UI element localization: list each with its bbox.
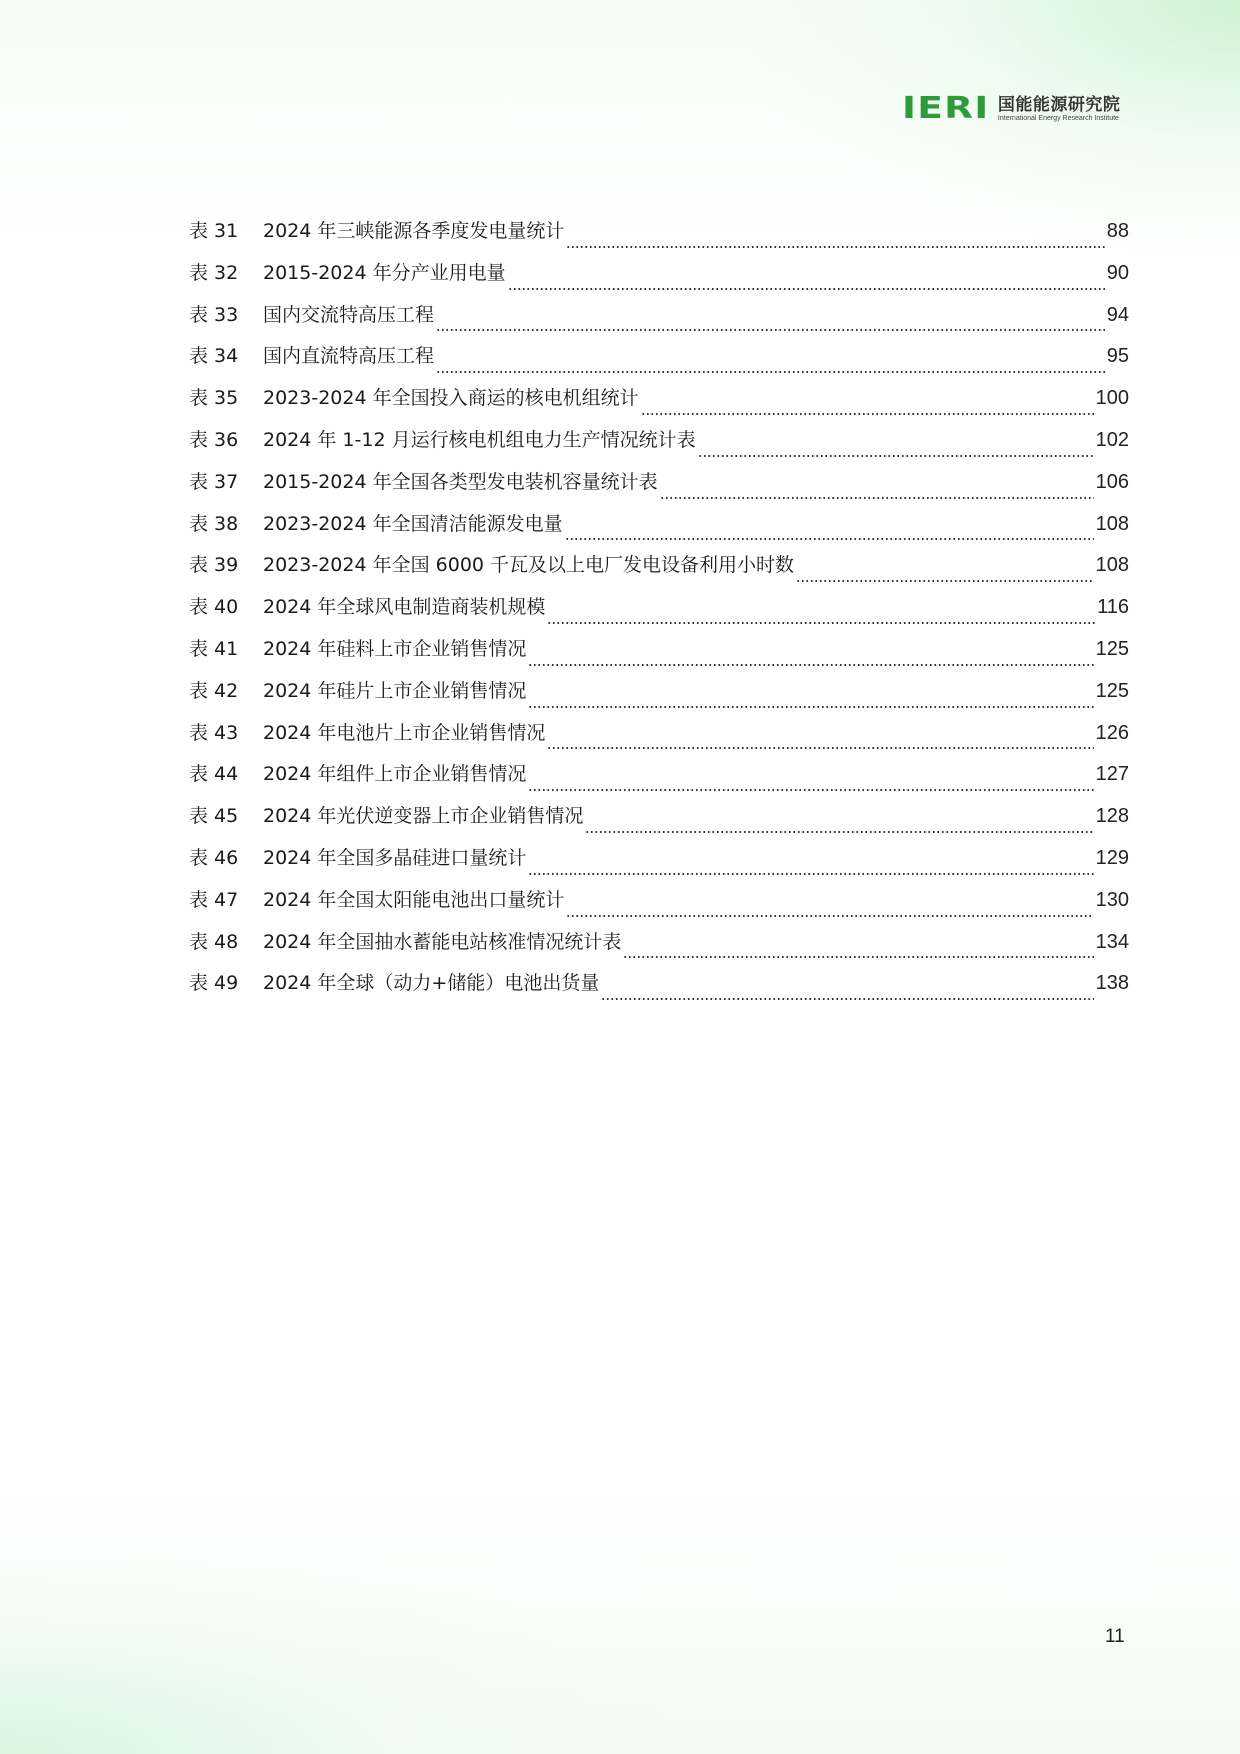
toc-page-number: 94 <box>1106 303 1129 326</box>
dot-leader <box>547 622 1095 624</box>
toc-table-number: 表 49 <box>189 972 239 995</box>
toc-entry[interactable] <box>189 594 1129 636</box>
page-number: 11 <box>1105 1626 1125 1647</box>
toc-entry[interactable] <box>189 469 1129 511</box>
toc-table-number: 表 43 <box>189 721 239 744</box>
toc-title: 2024 年全球（动力+储能）电池出货量 <box>263 972 600 995</box>
toc-page-number: 106 <box>1095 470 1129 493</box>
logo-text <box>998 96 1121 123</box>
toc-page-number: 100 <box>1095 387 1129 410</box>
toc-table-number: 表 48 <box>189 930 239 953</box>
toc-title: 2024 年电池片上市企业销售情况 <box>263 721 546 744</box>
toc-table-number: 表 45 <box>189 805 239 828</box>
toc-table-number: 表 40 <box>189 596 239 619</box>
toc-page-number: 138 <box>1095 972 1129 995</box>
dot-leader <box>528 706 1093 708</box>
dot-leader <box>660 497 1094 499</box>
toc-page-number: 90 <box>1106 261 1129 284</box>
toc-entry[interactable] <box>189 678 1129 720</box>
toc-entry[interactable] <box>189 385 1129 427</box>
toc-title: 2024 年全国多晶硅进口量统计 <box>263 846 527 869</box>
toc-title: 国内交流特高压工程 <box>263 303 435 326</box>
toc-page-number: 108 <box>1095 512 1129 535</box>
toc-page-number: 95 <box>1106 345 1129 368</box>
toc-table-number: 表 35 <box>189 387 239 410</box>
toc-table-number: 表 36 <box>189 428 239 451</box>
dot-leader <box>566 915 1093 917</box>
toc-title: 2024 年光伏逆变器上市企业销售情况 <box>263 805 584 828</box>
toc-title: 国内直流特高压工程 <box>263 345 435 368</box>
dot-leader <box>796 580 1094 582</box>
toc-table-number: 表 41 <box>189 637 239 660</box>
dot-leader <box>641 413 1094 415</box>
dot-leader <box>623 956 1093 958</box>
toc-title: 2023-2024 年全国投入商运的核电机组统计 <box>263 387 639 410</box>
toc-table-number: 表 47 <box>189 888 239 911</box>
toc-title: 2015-2024 年全国各类型发电装机容量统计表 <box>263 470 658 493</box>
toc-page-number: 116 <box>1097 596 1129 619</box>
toc-entry[interactable] <box>189 427 1129 469</box>
toc-title: 2015-2024 年分产业用电量 <box>263 261 506 284</box>
toc-page-number: 134 <box>1095 930 1129 953</box>
table-of-contents <box>189 218 1129 1012</box>
toc-table-number: 表 44 <box>189 763 239 786</box>
toc-entry[interactable] <box>189 845 1129 887</box>
toc-page-number: 125 <box>1095 679 1129 702</box>
toc-entry[interactable] <box>189 260 1129 302</box>
ieri-logo <box>902 91 1121 126</box>
toc-title: 2024 年硅片上市企业销售情况 <box>263 679 527 702</box>
toc-page-number: 102 <box>1095 428 1129 451</box>
dot-leader <box>698 455 1094 457</box>
toc-title: 2024 年组件上市企业销售情况 <box>263 763 527 786</box>
toc-entry[interactable] <box>189 302 1129 344</box>
toc-table-number: 表 42 <box>189 679 239 702</box>
dot-leader <box>436 329 1105 331</box>
toc-table-number: 表 32 <box>189 261 239 284</box>
toc-entry[interactable] <box>189 511 1129 553</box>
toc-table-number: 表 37 <box>189 470 239 493</box>
toc-table-number: 表 38 <box>189 512 239 535</box>
logo-mark: IERI <box>902 91 990 126</box>
toc-page-number: 126 <box>1095 721 1129 744</box>
toc-table-number: 表 39 <box>189 554 239 577</box>
toc-entry[interactable] <box>189 887 1129 929</box>
dot-leader <box>565 538 1094 540</box>
toc-title: 2023-2024 年全国 6000 千瓦及以上电厂发电设备利用小时数 <box>263 554 795 577</box>
toc-page-number: 129 <box>1095 846 1129 869</box>
logo-english-name: International Energy Research Institute <box>997 114 1119 122</box>
toc-table-number: 表 33 <box>189 303 239 326</box>
toc-title: 2024 年全国太阳能电池出口量统计 <box>263 888 565 911</box>
toc-page-number: 127 <box>1095 763 1129 786</box>
dot-leader <box>566 246 1104 248</box>
dot-leader <box>436 371 1105 373</box>
dot-leader <box>508 288 1105 290</box>
toc-entry[interactable] <box>189 970 1129 1012</box>
toc-table-number: 表 31 <box>189 220 239 242</box>
toc-entry[interactable] <box>189 218 1129 260</box>
dot-leader <box>528 664 1093 666</box>
toc-title: 2024 年 1-12 月运行核电机组电力生产情况统计表 <box>263 428 696 451</box>
toc-table-number: 表 46 <box>189 846 239 869</box>
toc-entry[interactable] <box>189 720 1129 762</box>
toc-entry[interactable] <box>189 803 1129 845</box>
toc-entry[interactable] <box>189 552 1129 594</box>
logo-chinese-name: 国能能源研究院 <box>997 94 1121 115</box>
toc-title: 2024 年三峡能源各季度发电量统计 <box>263 220 565 242</box>
toc-entry[interactable] <box>189 929 1129 971</box>
toc-title: 2024 年全球风电制造商装机规模 <box>263 596 546 619</box>
toc-page-number: 128 <box>1095 805 1129 828</box>
toc-page-number: 125 <box>1095 637 1129 660</box>
toc-table-number: 表 34 <box>189 345 239 368</box>
dot-leader <box>547 747 1093 749</box>
toc-page-number: 130 <box>1095 888 1129 911</box>
toc-page-number: 88 <box>1106 220 1129 242</box>
toc-page-number: 108 <box>1095 554 1129 577</box>
dot-leader <box>528 873 1093 875</box>
toc-title: 2024 年硅料上市企业销售情况 <box>263 637 527 660</box>
toc-title: 2024 年全国抽水蓄能电站核准情况统计表 <box>263 930 622 953</box>
toc-entry[interactable] <box>189 636 1129 678</box>
toc-title: 2023-2024 年全国清洁能源发电量 <box>263 512 563 535</box>
toc-entry[interactable] <box>189 761 1129 803</box>
toc-entry[interactable] <box>189 343 1129 385</box>
dot-leader <box>601 998 1093 1000</box>
dot-leader <box>528 789 1093 791</box>
dot-leader <box>585 831 1093 833</box>
